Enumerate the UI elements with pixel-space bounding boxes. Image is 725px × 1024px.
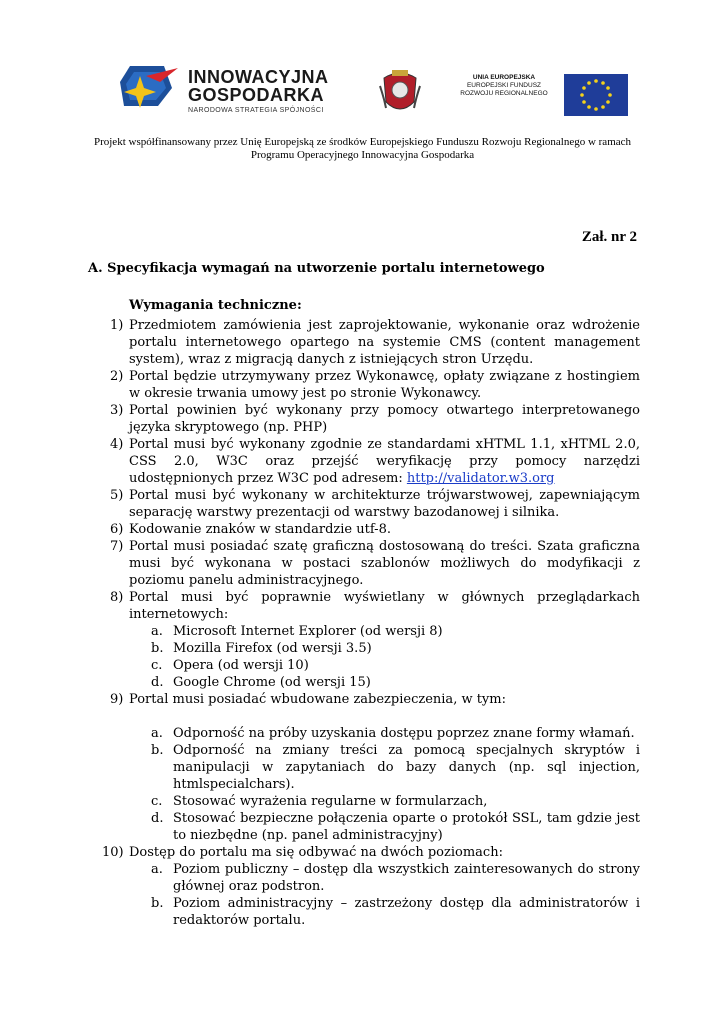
eu-line1: UNIA EUROPEJSKA — [472, 74, 536, 81]
list-item — [88, 436, 640, 487]
sub-item-letter: d. — [151, 811, 164, 826]
sub-item-text: Odporność na próby uzyskania dostępu poprzez znane formy włamań. — [173, 726, 635, 741]
list-item — [88, 521, 640, 538]
eu-fund-logo-text — [452, 74, 556, 98]
sub-item — [129, 640, 640, 657]
innowacyjna-gospodarka-logo-text — [188, 68, 329, 114]
sub-item — [129, 674, 640, 691]
item-number: 9) — [110, 692, 124, 707]
item-number: 3) — [110, 403, 124, 418]
sub-item-letter: a. — [151, 862, 163, 877]
item-text: Portal musi być poprawnie wyświetlany w głównych przeglądarkach internetowych: — [129, 590, 640, 622]
note-line1: Projekt współfinansowany przez Unię Europejską ze środków Europejskiego Funduszu Rozwoju Regionalnego w ramach — [93, 136, 632, 148]
item-text: Portal będzie utrzymywany przez Wykonawcę, opłaty związane z hostingiem w okresie trwania umowy jest po stronie Wykonawcy. — [129, 369, 640, 401]
item-number: 8) — [110, 590, 124, 605]
sub-item — [129, 657, 640, 674]
cofinancing-note — [70, 136, 655, 162]
sub-item-text: Poziom administracyjny – zastrzeżony dostęp dla administratorów i redaktorów portalu. — [173, 896, 640, 928]
sub-item-text: Poziom publiczny – dostęp dla wszystkich zainteresowanych do strony głównej oraz podstron. — [173, 862, 640, 894]
list-item — [88, 368, 640, 402]
validator-link[interactable]: http://validator.w3.org — [406, 471, 555, 486]
sub-item-letter: b. — [151, 743, 164, 758]
coat-of-arms-icon — [378, 68, 422, 116]
sub-item-text: Stosować bezpieczne połączenia oparte o protokół SSL, tam gdzie jest to niezbędne (np. panel administracyjny) — [173, 811, 640, 843]
sub-item — [129, 861, 640, 895]
item-number: 2) — [110, 369, 124, 384]
list-item — [88, 402, 640, 436]
item-number: 4) — [110, 437, 124, 452]
eu-flag-icon — [564, 74, 628, 116]
item-number: 7) — [110, 539, 124, 554]
item-text-wrapper — [129, 436, 640, 487]
logo-line1: INNOWACYJNA — [188, 67, 329, 87]
sub-item — [129, 725, 640, 742]
document-body — [88, 260, 640, 929]
sub-item-text: Odporność na zmiany treści za pomocą specjalnych skryptów i manipulacji w zapytaniach do bazy danych (np. sql injection, htmlspecialchars). — [173, 743, 640, 792]
list-item — [88, 844, 640, 861]
item-number: 10) — [102, 845, 124, 860]
eu-line3: ROZWOJU REGIONALNEGO — [460, 90, 548, 97]
list-item — [88, 317, 640, 368]
item-text: Portal musi być wykonany w architekturze trójwarstwowej, zapewniającym separację warstwy prezentacji od warstwy bazodanowej i silnika. — [129, 488, 640, 520]
sub-item — [129, 623, 640, 640]
sub-item-letter: b. — [151, 641, 164, 656]
sub-item — [129, 810, 640, 844]
logo-line3: NARODOWA STRATEGIA SPÓJNOŚCI — [188, 107, 324, 114]
sub-item-text: Stosować wyrażenia regularne w formularzach, — [173, 794, 488, 809]
sub-item-letter: c. — [151, 794, 163, 809]
list-item — [88, 589, 640, 623]
logo-line2: GOSPODARKA — [188, 85, 325, 105]
item-number: 5) — [110, 488, 124, 503]
sub-item-letter: c. — [151, 658, 163, 673]
innowacyjna-gospodarka-logo-mark — [120, 62, 178, 110]
sub-item-letter: d. — [151, 675, 164, 690]
sub-item-text: Google Chrome (od wersji 15) — [173, 675, 371, 690]
item-text: Portal musi posiadać szatę graficzną dostosowaną do treści. Szata graficzna musi być wykonana w postaci szablonów możliwych do modyfikacji z poziomu panelu administracyjnego. — [129, 539, 640, 588]
sub-item-text: Opera (od wersji 10) — [173, 658, 309, 673]
logo-row — [0, 58, 725, 118]
item-number: 1) — [110, 318, 124, 333]
list-item — [88, 487, 640, 521]
list-item — [88, 538, 640, 589]
item-text: Kodowanie znaków w standardzie utf-8. — [129, 522, 391, 537]
blank-line — [88, 708, 640, 725]
item-text: Dostęp do portalu ma się odbywać na dwóch poziomach: — [129, 845, 503, 860]
sub-item — [129, 742, 640, 793]
eu-line2: EUROPEJSKI FUNDUSZ — [466, 82, 542, 89]
subsection-title: Wymagania techniczne: — [129, 298, 302, 313]
sub-item — [129, 895, 640, 929]
item-text: Portal musi być wykonany zgodnie ze standardami xHTML 1.1, xHTML 2.0, CSS 2.0, W3C oraz przejść weryfikację przy pomocy narzędzi udostępnionych przez W3C pod adresem: — [129, 437, 640, 486]
sub-item-letter: b. — [151, 896, 164, 911]
item-number: 6) — [110, 522, 124, 537]
attachment-number: Zał. nr 2 — [581, 229, 637, 245]
item-text: Portal powinien być wykonany przy pomocy otwartego interpretowanego języka skryptowego (np. PHP) — [129, 403, 640, 435]
sub-item-text: Microsoft Internet Explorer (od wersji 8) — [173, 624, 443, 639]
sub-item — [129, 793, 640, 810]
sub-item-letter: a. — [151, 624, 163, 639]
item-text: Portal musi posiadać wbudowane zabezpieczenia, w tym: — [129, 692, 506, 707]
sub-item-text: Mozilla Firefox (od wersji 3.5) — [173, 641, 372, 656]
note-line2: Programu Operacyjnego Innowacyjna Gospodarka — [250, 149, 475, 161]
section-title: A. Specyfikacja wymagań na utworzenie portalu internetowego — [88, 261, 545, 276]
sub-item-letter: a. — [151, 726, 163, 741]
item-text: Przedmiotem zamówienia jest zaprojektowanie, wykonanie oraz wdrożenie portalu internetowego opartego na systemie CMS (content management system), wraz z migracją danych z istniejących stron Urzędu. — [129, 318, 640, 367]
list-item — [88, 691, 640, 708]
